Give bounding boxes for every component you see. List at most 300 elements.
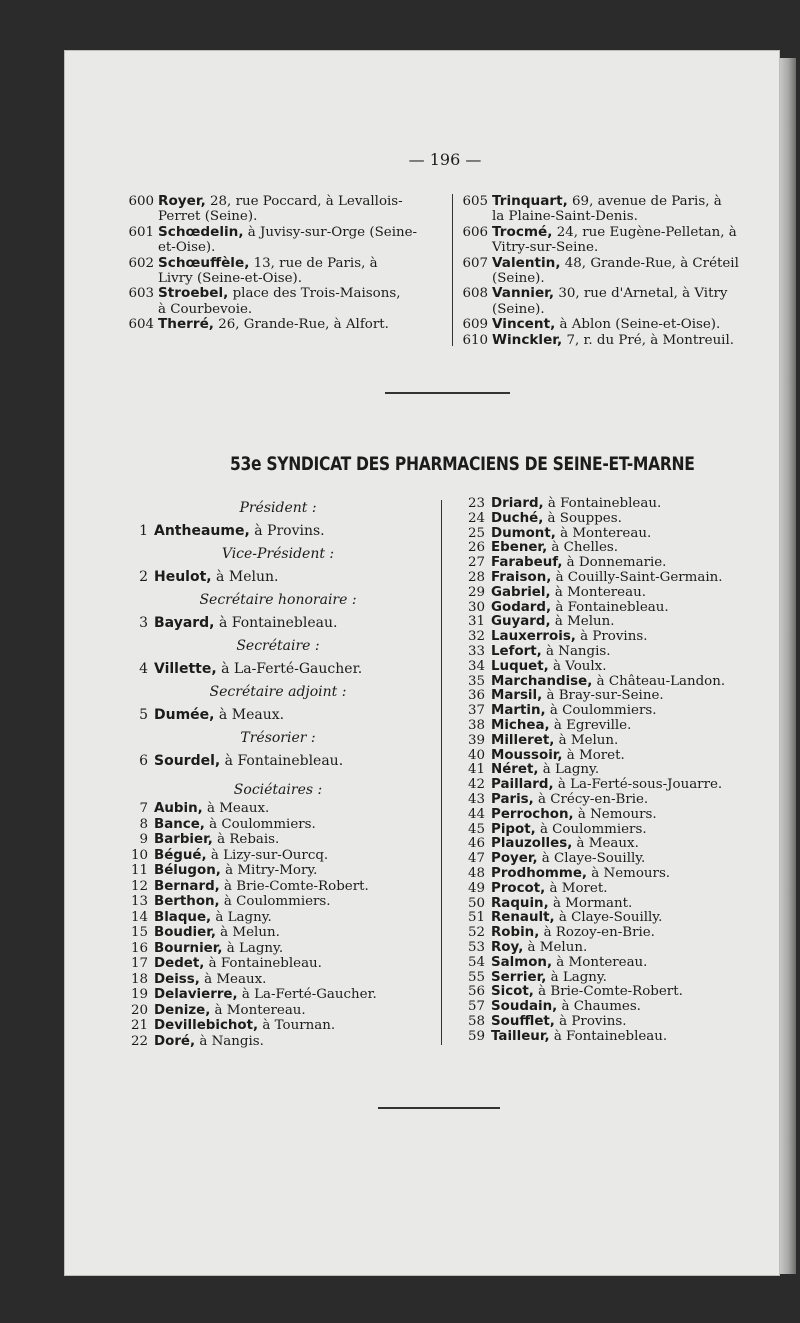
- member-entry: [465, 778, 785, 793]
- entry-number: 2: [139, 569, 148, 585]
- entry-number: 604: [128, 317, 154, 333]
- entry-number: 9: [139, 832, 148, 847]
- entry-address-continued: à Courbevoie.: [158, 301, 253, 317]
- entry-name: Poyer,: [491, 851, 538, 867]
- entry-name: Stroebel,: [158, 285, 229, 302]
- entry-address: à Chelles.: [547, 540, 619, 556]
- entry-name: Royer,: [158, 193, 206, 209]
- entry-address: à Montereau.: [210, 1002, 306, 1018]
- entry-name: Valentin,: [492, 254, 561, 271]
- entry-number: 46: [467, 836, 485, 852]
- member-entry: [465, 601, 785, 616]
- entry-name: Bournier,: [154, 940, 223, 956]
- list-item: [462, 333, 772, 348]
- entry-name: Dedet,: [154, 956, 205, 971]
- entry-name: Ebener,: [491, 540, 548, 556]
- entry-address: à Souppes.: [543, 510, 622, 526]
- entry-name: Duché,: [491, 510, 544, 526]
- entry-number: 27: [467, 555, 485, 571]
- member-entry: [465, 689, 785, 704]
- member-entry: [465, 1000, 785, 1015]
- member-entry: [128, 925, 438, 941]
- entry-name: Winckler,: [492, 331, 563, 348]
- entry-name: Bélugon,: [154, 863, 221, 878]
- entry-address: à Nemours.: [573, 806, 657, 822]
- entry-number: 20: [130, 1002, 148, 1018]
- entry-number: 44: [467, 806, 485, 822]
- entry-name: Gabriel,: [491, 584, 551, 600]
- officer-role: Secrétaire :: [236, 638, 320, 654]
- member-entry: [465, 586, 785, 601]
- member-entry: [128, 972, 438, 988]
- member-entry: [128, 941, 438, 957]
- entry-number: 59: [467, 1028, 485, 1044]
- entry-number: 606: [462, 224, 488, 240]
- entry-address: à Nangis.: [541, 643, 611, 659]
- entry-number: 11: [130, 863, 148, 878]
- entry-name: Heulot,: [154, 569, 212, 585]
- entry-name: Moussoir,: [491, 747, 563, 763]
- entry-number: 40: [467, 747, 485, 763]
- entry-name: Lefort,: [491, 643, 542, 659]
- entry-number: 17: [130, 956, 148, 971]
- entry-address: à Lizy-sur-Ourcq.: [206, 847, 329, 863]
- entry-number: 48: [467, 865, 485, 881]
- entry-name: Marchandise,: [491, 673, 593, 689]
- entry-number: 25: [467, 525, 485, 541]
- entry-name: Vincent,: [492, 316, 556, 333]
- entry-name: Denize,: [154, 1002, 211, 1018]
- entry-name: Berthon,: [154, 894, 220, 909]
- entry-name: Godard,: [491, 599, 552, 615]
- entry-address: à Provins.: [575, 629, 648, 645]
- entry-address: à Melun.: [215, 925, 280, 940]
- societaires-heading: Sociétaires :: [233, 782, 323, 798]
- list-item: [462, 286, 772, 317]
- entry-number: 8: [139, 816, 148, 832]
- member-entry: [465, 645, 785, 660]
- list-item: [128, 225, 448, 256]
- member-entry: [128, 801, 438, 817]
- entry-address: à Melun.: [554, 732, 619, 748]
- entry-address: 24, rue Eugène-Pelletan, à: [552, 224, 737, 240]
- entry-name: Trocmé,: [492, 223, 553, 240]
- list-item: [128, 194, 448, 225]
- entry-name: Farabeuf,: [491, 555, 563, 571]
- entry-name: Paris,: [491, 791, 534, 807]
- member-entry: [128, 1034, 438, 1050]
- entry-name: Guyard,: [491, 614, 551, 630]
- entry-number: 15: [130, 925, 148, 940]
- member-entry: [465, 985, 785, 1000]
- member-entry: [465, 897, 785, 912]
- entry-number: 4: [139, 661, 148, 677]
- entry-address: 13, rue de Paris, à: [249, 255, 378, 271]
- entry-address: à Mitry-Mory.: [220, 863, 318, 878]
- entry-name: Boudier,: [154, 925, 216, 940]
- entry-name: Sicot,: [491, 984, 534, 1000]
- officer-role: Président :: [239, 500, 317, 516]
- entry-address: à Lagny.: [546, 969, 607, 985]
- member-entry: [465, 719, 785, 734]
- entry-number: 10: [130, 847, 148, 863]
- entry-address: 30, rue d'Arnetal, à Vitry: [554, 286, 728, 302]
- entry-address-continued: Vitry-sur-Seine.: [492, 240, 599, 256]
- entry-address: à Egreville.: [549, 717, 632, 733]
- entry-address: à Lagny.: [538, 762, 600, 778]
- member-entry: [465, 926, 785, 941]
- entry-number: 12: [130, 878, 148, 894]
- section-title: 53e SYNDICAT DES PHARMACIENS DE SEINE-ET-MARNE: [230, 453, 695, 475]
- entry-name: Perrochon,: [491, 806, 574, 822]
- entry-address: à La-Ferté-Gaucher.: [237, 987, 377, 1002]
- officer-entry: [128, 519, 438, 543]
- member-entry: [465, 615, 785, 630]
- entry-number: 602: [128, 255, 154, 271]
- list-item: [462, 256, 772, 287]
- entry-address: à La-Ferté-sous-Jouarre.: [553, 777, 723, 793]
- officer-entry: [128, 703, 438, 727]
- entry-address: à Couilly-Saint-Germain.: [551, 569, 723, 585]
- entry-number: 16: [130, 940, 148, 956]
- entry-address: à Fontainebleau.: [543, 496, 662, 511]
- officer-entry: [128, 657, 438, 681]
- member-entry: [465, 704, 785, 719]
- entry-number: 41: [467, 762, 485, 778]
- entry-address: à Claye-Souilly.: [537, 851, 646, 867]
- member-entry: [128, 910, 438, 926]
- entry-address: à Brie-Comte-Robert.: [219, 878, 369, 894]
- entry-number: 39: [467, 732, 485, 748]
- member-entry: [465, 971, 785, 986]
- entry-address: à Fontainebleau.: [214, 615, 338, 631]
- entry-name: Aubin,: [154, 801, 203, 816]
- list-item: [462, 317, 772, 332]
- entry-name: Vannier,: [492, 285, 555, 302]
- entry-number: 1: [139, 523, 148, 539]
- list-item: [462, 194, 772, 225]
- column-divider-top: [452, 194, 453, 346]
- entry-number: 23: [467, 496, 485, 511]
- entry-number: 54: [467, 954, 485, 970]
- entry-number: 50: [467, 895, 485, 911]
- members-right-column: [465, 497, 785, 1044]
- entry-name: Bayard,: [154, 615, 215, 631]
- entry-name: Michea,: [491, 717, 550, 733]
- entry-address-continued: la Plaine-Saint-Denis.: [492, 209, 638, 225]
- officer-entry: [128, 565, 438, 589]
- member-entry: [465, 763, 785, 778]
- member-entry: [128, 863, 438, 879]
- member-entry: [465, 512, 785, 527]
- member-entry: [128, 894, 438, 910]
- entry-name: Schœuffèle,: [158, 254, 250, 271]
- officer-role: Secrétaire honoraire :: [199, 592, 357, 608]
- member-entry: [465, 808, 785, 823]
- entry-address: à Château-Landon.: [592, 673, 726, 689]
- member-entry: [128, 832, 438, 848]
- entry-name: Salmon,: [491, 954, 553, 970]
- entry-number: 601: [128, 224, 154, 240]
- section-rule-bottom: [378, 1107, 500, 1109]
- entry-name: Doré,: [154, 1033, 196, 1049]
- entry-number: 22: [130, 1033, 148, 1049]
- entry-name: Fraison,: [491, 569, 552, 585]
- member-entry: [128, 817, 438, 833]
- member-entry: [128, 987, 438, 1003]
- entry-address: à Provins.: [249, 523, 325, 539]
- entry-address: à Provins.: [554, 1013, 627, 1029]
- entry-number: 7: [139, 801, 148, 816]
- entry-number: 51: [467, 910, 485, 926]
- entry-name: Schœdelin,: [158, 223, 244, 240]
- entry-address: à Rebais.: [212, 832, 280, 847]
- entry-number: 13: [130, 894, 148, 909]
- member-entry: [465, 630, 785, 645]
- entry-number: 21: [130, 1018, 148, 1033]
- entry-address: à Fontainebleau.: [551, 599, 669, 615]
- entry-address: à Tournan.: [258, 1018, 336, 1033]
- entry-address-continued: Livry (Seine-et-Oise).: [158, 271, 303, 287]
- entry-name: Deiss,: [154, 971, 200, 987]
- entry-address: à Nemours.: [587, 865, 671, 881]
- entry-number: 603: [128, 286, 154, 302]
- entry-address: à Fontainebleau.: [549, 1028, 668, 1044]
- entry-number: 33: [467, 643, 485, 659]
- top-left-column: [128, 194, 448, 333]
- entry-address: à Fontainebleau.: [204, 956, 322, 971]
- entry-number: 608: [462, 286, 488, 302]
- member-entry: [465, 527, 785, 542]
- entry-address: à Claye-Souilly.: [554, 910, 663, 926]
- entry-name: Procot,: [491, 880, 546, 896]
- entry-address: à Ablon (Seine-et-Oise).: [555, 317, 721, 333]
- officers-column: [128, 497, 438, 1049]
- entry-number: 49: [467, 880, 485, 896]
- entry-name: Soufflet,: [491, 1013, 555, 1029]
- entry-name: Sourdel,: [154, 753, 221, 769]
- member-entry: [128, 1018, 438, 1034]
- entry-address: à Montereau.: [552, 954, 648, 970]
- member-entry: [465, 675, 785, 690]
- entry-address: à Moret.: [545, 880, 608, 896]
- entry-address: à Moret.: [562, 747, 625, 763]
- entry-address: place des Trois-Maisons,: [228, 286, 401, 302]
- member-entry: [465, 1015, 785, 1030]
- entry-address: à Nangis.: [195, 1033, 264, 1049]
- entry-number: 43: [467, 791, 485, 807]
- entry-address: à Melun.: [211, 569, 279, 585]
- entry-name: Milleret,: [491, 732, 555, 748]
- entry-name: Paillard,: [491, 777, 554, 793]
- entry-address: à Montereau.: [555, 525, 652, 541]
- entry-name: Delavierre,: [154, 987, 238, 1002]
- member-entry: [465, 823, 785, 838]
- member-entry: [465, 734, 785, 749]
- list-item: [128, 317, 448, 332]
- entry-address: à Mormant.: [548, 895, 633, 911]
- entry-address-continued: (Seine).: [492, 271, 545, 287]
- entry-number: 35: [467, 673, 485, 689]
- entry-address: à Meaux.: [572, 836, 639, 852]
- entry-number: 42: [467, 777, 485, 793]
- entry-number: 600: [128, 194, 154, 209]
- member-entry: [465, 852, 785, 867]
- entry-address: à Juvisy-sur-Orge (Seine-: [243, 224, 418, 240]
- entry-name: Barbier,: [154, 832, 213, 847]
- entry-name: Antheaume,: [154, 523, 250, 539]
- entry-name: Lauxerrois,: [491, 629, 576, 645]
- member-entry: [465, 837, 785, 852]
- entry-number: 32: [467, 629, 485, 645]
- entry-number: 53: [467, 939, 485, 955]
- entry-address: à Meaux.: [202, 801, 270, 816]
- list-item: [462, 225, 772, 256]
- entry-address: 69, avenue de Paris, à: [567, 194, 722, 209]
- entry-number: 24: [467, 510, 485, 526]
- entry-name: Roy,: [491, 939, 524, 955]
- column-divider-bottom: [441, 500, 442, 1045]
- entry-name: Bégué,: [154, 847, 207, 863]
- entry-number: 58: [467, 1013, 485, 1029]
- entry-address: à Rozoy-en-Brie.: [539, 925, 655, 941]
- entry-address: à Montereau.: [550, 584, 646, 600]
- entry-number: 31: [467, 614, 485, 630]
- entry-address: à Donnemarie.: [562, 555, 667, 571]
- entry-address: à Coulommiers.: [535, 821, 647, 837]
- entry-name: Raquin,: [491, 895, 549, 911]
- entry-number: 38: [467, 717, 485, 733]
- entry-name: Pipot,: [491, 821, 536, 837]
- entry-address: à Meaux.: [199, 971, 267, 987]
- entry-number: 45: [467, 821, 485, 837]
- page-number: — 196 —: [408, 150, 482, 169]
- entry-number: 607: [462, 255, 488, 271]
- officer-entry: [128, 611, 438, 635]
- entry-address: à Meaux.: [214, 707, 285, 723]
- entry-number: 5: [139, 707, 148, 723]
- entry-number: 6: [139, 753, 148, 769]
- entry-number: 34: [467, 658, 485, 674]
- entry-number: 36: [467, 688, 485, 704]
- entry-number: 57: [467, 999, 485, 1015]
- entry-address: à Crécy-en-Brie.: [533, 791, 649, 807]
- entry-address: à Lagny.: [222, 940, 284, 956]
- member-entry: [465, 556, 785, 571]
- entry-number: 610: [462, 332, 488, 348]
- member-entry: [465, 941, 785, 956]
- officer-role: Vice-Président :: [221, 546, 335, 562]
- entry-name: Marsil,: [491, 688, 543, 704]
- entry-name: Prodhomme,: [491, 865, 588, 881]
- entry-number: 56: [467, 984, 485, 1000]
- member-entry: [128, 1003, 438, 1019]
- entry-number: 609: [462, 317, 488, 333]
- entry-address: à La-Ferté-Gaucher.: [216, 661, 363, 677]
- entry-number: 19: [130, 987, 148, 1002]
- member-entry: [465, 497, 785, 512]
- entry-number: 52: [467, 925, 485, 941]
- officer-entry: [128, 749, 438, 773]
- entry-address: 28, rue Poccard, à Levallois-: [205, 194, 403, 209]
- entry-name: Soudain,: [491, 999, 558, 1015]
- entry-address: à Coulommiers.: [545, 703, 657, 719]
- entry-address: à Coulommiers.: [219, 894, 331, 909]
- entry-name: Plauzolles,: [491, 836, 573, 852]
- entry-name: Devillebichot,: [154, 1018, 259, 1033]
- entry-address: 48, Grande-Rue, à Créteil: [560, 255, 739, 271]
- entry-name: Dumont,: [491, 525, 556, 541]
- entry-name: Néret,: [491, 762, 539, 778]
- entry-address: à Melun.: [550, 614, 615, 630]
- entry-address: 26, Grande-Rue, à Alfort.: [213, 317, 389, 333]
- entry-address-continued: et-Oise).: [158, 240, 216, 256]
- entry-name: Driard,: [491, 496, 544, 511]
- entry-name: Martin,: [491, 703, 546, 719]
- entry-name: Villette,: [154, 661, 217, 677]
- entry-address: à Voulx.: [548, 658, 607, 674]
- entry-address: à Coulommiers.: [204, 816, 316, 832]
- entry-address: à Brie-Comte-Robert.: [533, 984, 683, 1000]
- entry-number: 30: [467, 599, 485, 615]
- entry-address: à Melun.: [523, 939, 588, 955]
- member-entry: [465, 911, 785, 926]
- top-right-column: [462, 194, 772, 348]
- list-item: [128, 286, 448, 317]
- entry-number: 29: [467, 584, 485, 600]
- member-entry: [465, 956, 785, 971]
- member-entry: [128, 848, 438, 864]
- member-entry: [465, 867, 785, 882]
- member-entry: [128, 956, 438, 972]
- entry-name: Serrier,: [491, 969, 547, 985]
- entry-address-continued: Perret (Seine).: [158, 209, 258, 225]
- entry-address: à Chaumes.: [557, 999, 641, 1015]
- entry-number: 605: [462, 194, 488, 209]
- entry-address-continued: (Seine).: [492, 301, 545, 317]
- entry-name: Bernard,: [154, 878, 220, 894]
- entry-number: 55: [467, 969, 485, 985]
- entry-number: 37: [467, 703, 485, 719]
- member-entry: [465, 882, 785, 897]
- entry-address: à Fontainebleau.: [220, 753, 344, 769]
- entry-number: 14: [130, 909, 148, 925]
- section-rule-top: [385, 392, 510, 394]
- entry-name: Dumée,: [154, 707, 215, 723]
- member-entry: [128, 879, 438, 895]
- entry-number: 47: [467, 851, 485, 867]
- entry-name: Therré,: [158, 316, 214, 333]
- member-entry: [465, 660, 785, 675]
- officer-role: Secrétaire adjoint :: [209, 684, 347, 700]
- entry-address: à Lagny.: [211, 909, 272, 925]
- entry-name: Blaque,: [154, 909, 212, 925]
- entry-address: à Bray-sur-Seine.: [542, 688, 664, 704]
- entry-number: 26: [467, 540, 485, 556]
- entry-name: Trinquart,: [492, 193, 568, 209]
- officer-role: Trésorier :: [240, 730, 316, 746]
- entry-name: Renault,: [491, 910, 555, 926]
- member-entry: [465, 793, 785, 808]
- list-item: [128, 256, 448, 287]
- entry-name: Luquet,: [491, 658, 549, 674]
- entry-name: Bance,: [154, 816, 205, 832]
- member-entry: [465, 541, 785, 556]
- entry-address: 7, r. du Pré, à Montreuil.: [562, 332, 735, 348]
- entry-number: 3: [139, 615, 148, 631]
- entry-number: 18: [130, 971, 148, 987]
- entry-number: 28: [467, 569, 485, 585]
